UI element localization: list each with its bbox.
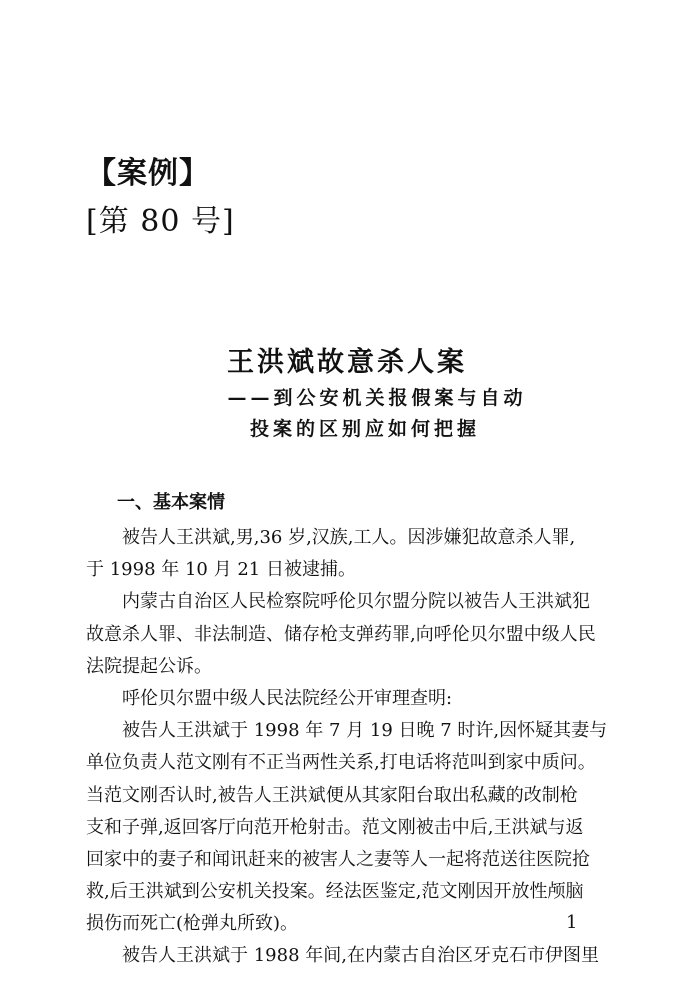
text-line: 法院提起公诉。 [86, 655, 212, 677]
case-number: [第 80 号] [86, 204, 235, 239]
text-line: 故意杀人罪、非法制造、储存枪支弹药罪,向呼伦贝尔盟中级人民 [86, 623, 596, 645]
text-line: 损伤而死亡(枪弹丸所致)。 [86, 913, 299, 935]
body-text [86, 522, 616, 973]
article-subtitle-line2: 投案的区别应如何把握 [249, 418, 480, 440]
page-number: 1 [566, 912, 578, 933]
text-line: 内蒙古自治区人民检察院呼伦贝尔盟分院以被告人王洪斌犯 [122, 591, 590, 613]
text-line: 救,后王洪斌到公安机关投案。经法医鉴定,范文刚因开放性颅脑 [86, 881, 584, 903]
text-line: 呼伦贝尔盟中级人民法院经公开审理查明: [122, 687, 453, 709]
text-line: 被告人王洪斌,男,36 岁,汉族,工人。因涉嫌犯故意杀人罪, [122, 527, 576, 548]
case-label: 【案例】 [86, 156, 210, 191]
text-line: 被告人王洪斌于 1988 年间,在内蒙古自治区牙克石市伊图里 [122, 945, 599, 967]
article-subtitle-line1: ——到公安机关报假案与自动 [227, 387, 527, 409]
text-line: 当范文刚否认时,被告人王洪斌便从其家阳台取出私藏的改制枪 [86, 784, 578, 806]
article-title: 王洪斌故意杀人案 [227, 347, 467, 378]
section-heading: 一、基本案情 [117, 492, 225, 513]
text-line: 单位负责人范文刚有不正当两性关系,打电话将范叫到家中质问。 [86, 752, 596, 774]
text-line: 于 1998 年 10 月 21 日被逮捕。 [86, 559, 356, 581]
text-line: 支和子弹,返回客厅向范开枪射击。范文刚被击中后,王洪斌与返 [86, 816, 584, 838]
text-line: 被告人王洪斌于 1998 年 7 月 19 日晚 7 时许,因怀疑其妻与 [122, 720, 608, 742]
text-line: 回家中的妻子和闻讯赶来的被害人之妻等人一起将范送往医院抢 [86, 848, 590, 870]
